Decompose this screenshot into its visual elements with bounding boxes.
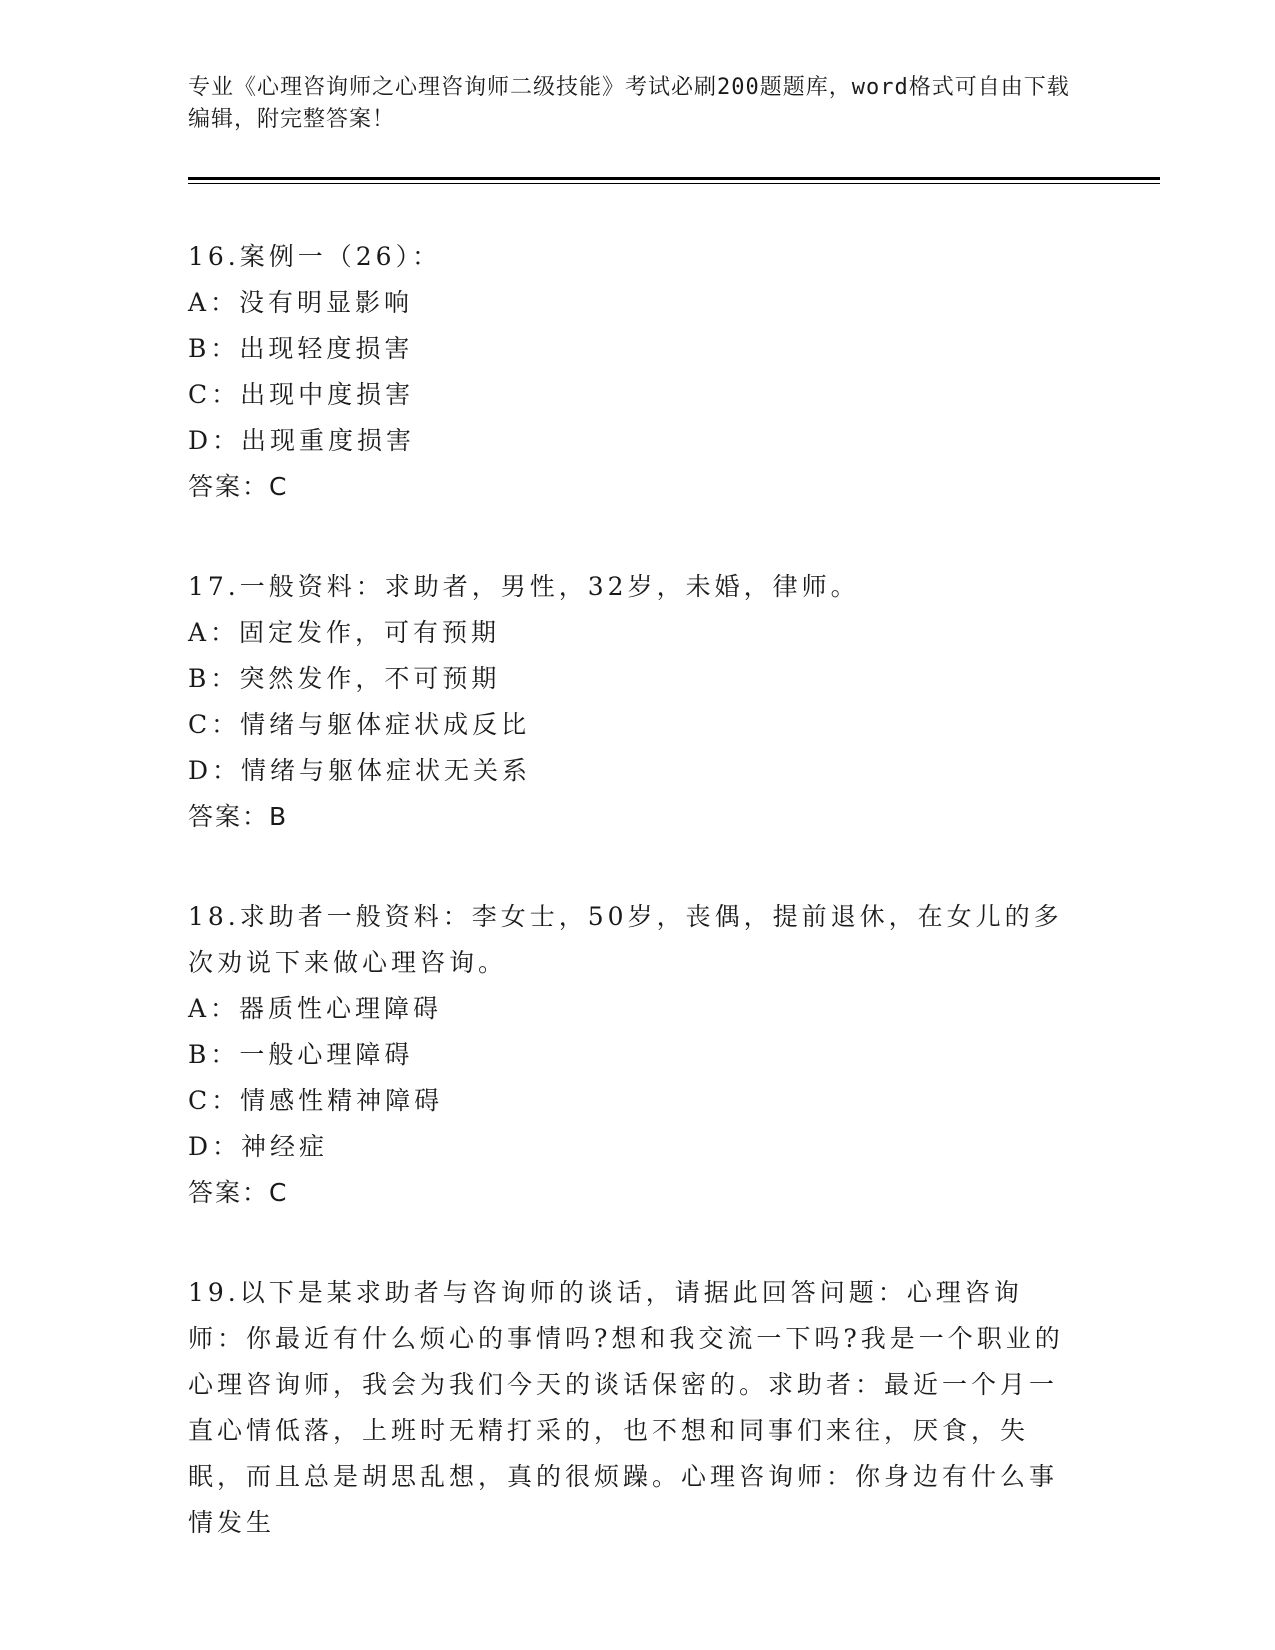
question-stem: 18.求助者一般资料：李女士，50岁，丧偶，提前退休，在女儿的多次劝说下来做心理咨询。 bbox=[188, 902, 1063, 977]
question-stem: 17.一般资料：求助者，男性，32岁，未婚，律师。 bbox=[188, 572, 860, 601]
option-a: A：器质性心理障碍 bbox=[188, 994, 443, 1023]
option-c: C：出现中度损害 bbox=[188, 380, 415, 409]
answer-line: 答案：C bbox=[188, 472, 289, 501]
question-list bbox=[188, 234, 1088, 1600]
option-b: B：出现轻度损害 bbox=[188, 334, 414, 363]
option-d: D：神经症 bbox=[188, 1132, 329, 1161]
option-d: D：情绪与躯体症状无关系 bbox=[188, 756, 532, 785]
question-18 bbox=[188, 894, 1088, 1216]
question-stem: 16.案例一（26）： bbox=[188, 242, 442, 271]
option-b: B：一般心理障碍 bbox=[188, 1040, 414, 1069]
answer-line: 答案：B bbox=[188, 802, 289, 831]
question-16 bbox=[188, 234, 1088, 510]
header-rule-thin bbox=[188, 183, 1160, 184]
option-c: C：情感性精神障碍 bbox=[188, 1086, 444, 1115]
option-a: A：没有明显影响 bbox=[188, 288, 414, 317]
header-rule-thick bbox=[188, 177, 1160, 180]
question-17 bbox=[188, 564, 1088, 840]
document-header: 专业《心理咨询师之心理咨询师二级技能》考试必刷200题题库，word格式可自由下载编辑，附完整答案！ bbox=[188, 75, 1070, 132]
option-a: A：固定发作，可有预期 bbox=[188, 618, 501, 647]
question-stem: 19.以下是某求助者与咨询师的谈话，请据此回答问题：心理咨询师：你最近有什么烦心的事情吗?想和我交流一下吗?我是一个职业的心理咨询师，我会为我们今天的谈话保密的。求助者：最近一个月一直心情低落，上班时无精打采的，也不想和同事们来往，厌食，失眠，而且总是胡思乱想，真的很烦躁。心理咨询师：你身边有什么事情发生 bbox=[188, 1278, 1064, 1537]
question-19 bbox=[188, 1270, 1088, 1546]
option-d: D：出现重度损害 bbox=[188, 426, 416, 455]
option-c: C：情绪与躯体症状成反比 bbox=[188, 710, 531, 739]
answer-line: 答案：C bbox=[188, 1178, 289, 1207]
option-b: B：突然发作，不可预期 bbox=[188, 664, 501, 693]
